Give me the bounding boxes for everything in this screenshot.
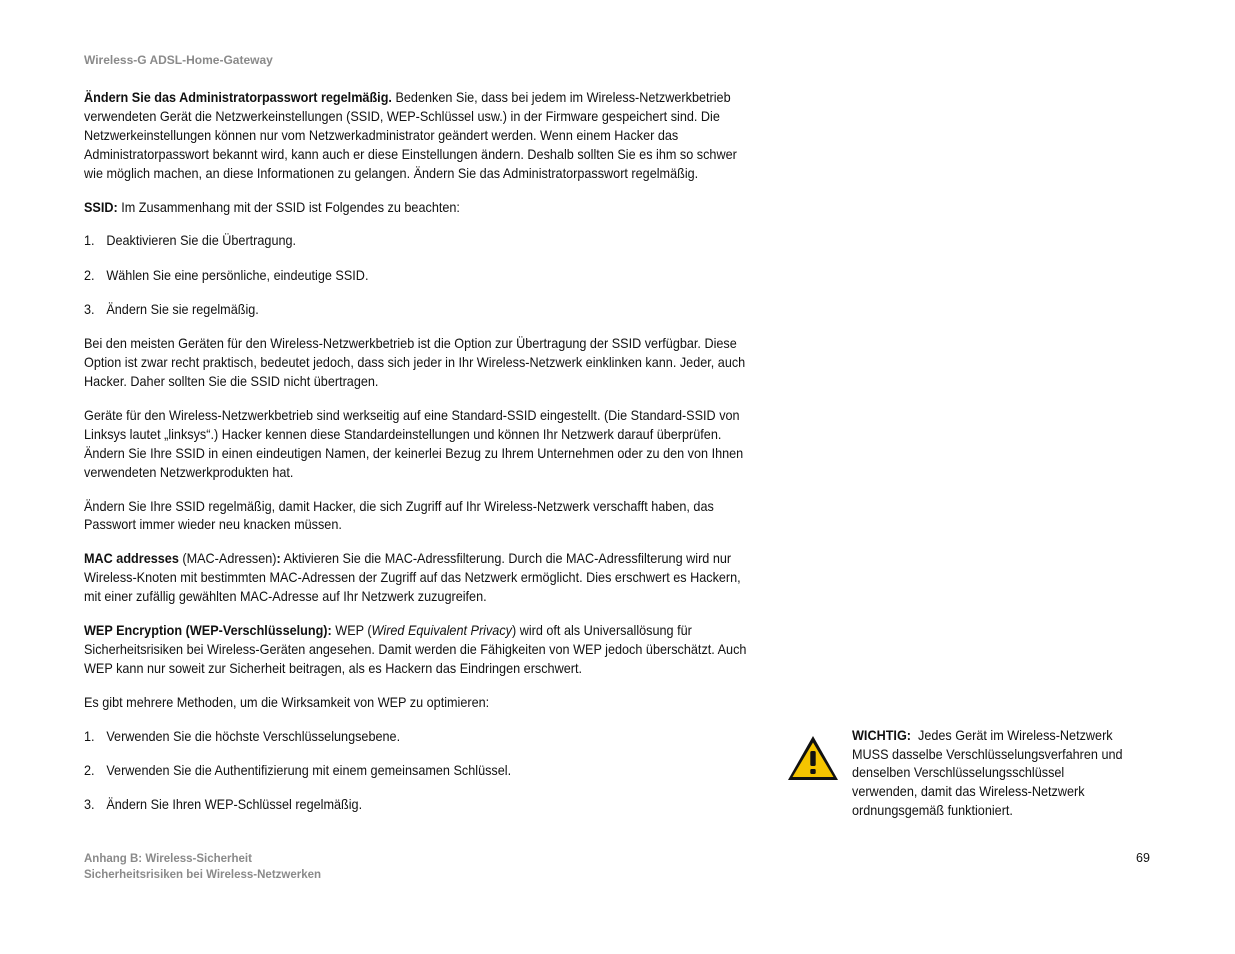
mac-heading: MAC addresses — [84, 551, 179, 567]
list-item-text: Ändern Sie Ihren WEP-Schlüssel regelmäßig. — [106, 797, 363, 813]
list-item-number: 1. — [84, 728, 95, 744]
footer — [84, 851, 321, 883]
wep-intro-paragraph: Es gibt mehrere Methoden, um die Wirksamkeit von WEP zu optimieren: — [84, 694, 490, 710]
wep-italic: Wired Equivalent Privacy — [371, 623, 512, 639]
warning-icon — [786, 734, 840, 782]
important-note-text — [852, 727, 1131, 821]
list-item-number: 2. — [84, 267, 95, 283]
list-item-text: Verwenden Sie die Authentifizierung mit einem gemeinsamen Schlüssel. — [106, 763, 512, 779]
list-item — [84, 267, 756, 286]
list-item — [84, 762, 756, 781]
mac-paren: (MAC-Adressen) — [178, 551, 277, 567]
list-item-number: 3. — [84, 797, 95, 813]
admin-password-text: Bedenken Sie, dass bei jedem im Wireless-Netzwerkbetrieb verwendeten Gerät die Netzwerkeinstellungen (SSID, WEP-Schlüssel usw.) in der Firmware gespeichert sind. Die Netzwerkeinstellungen können nur vom Netzwerkadministrator geändert werden. Wenn einem Hacker das Administratorpasswort bekannt wird, kann auch er diese Einstellungen ändern. Deshalb sollten Sie es ihm so schwer wie möglich machen, an diese Informationen zu gelangen. Ändern Sie das Administratorpasswort regelmäßig. — [84, 90, 737, 181]
ssid-default-paragraph: Geräte für den Wireless-Netzwerkbetrieb sind werkseitig auf eine Standard-SSID eingestellt. (Die Standard-SSID von Linksys lautet „linksys“.) Hacker kennen diese Standardeinstellungen und können Ihr Netzwerk darauf überprüfen. Ändern Sie Ihre SSID in einen eindeutigen Namen, der keinerlei Bezug zu Ihrem Unternehmen oder zu den von Ihnen verwendeten Netzwerkprodukten hat. — [84, 407, 744, 480]
ssid-broadcast-paragraph: Bei den meisten Geräten für den Wireless-Netzwerkbetrieb ist die Option zur Übertragung der SSID verfügbar. Diese Option ist zwar recht praktisch, bedeutet jedoch, dass sich jeder in Ihr Wireless-Netzwerk einklinken kann. Jeder, auch Hacker. Daher sollten Sie die SSID nicht übertragen. — [84, 336, 746, 389]
wep-paragraph — [84, 622, 756, 679]
admin-password-heading: Ändern Sie das Administratorpasswort regelmäßig. — [84, 90, 392, 105]
ssid-heading: SSID: — [84, 199, 118, 215]
important-body: Jedes Gerät im Wireless-Netzwerk MUSS dasselbe Verschlüsselungsverfahren und denselben Verschlüsselungsschlüssel verwenden, damit das Wireless-Netzwerk ordnungsgemäß funktioniert. — [852, 728, 1127, 818]
list-item — [84, 728, 756, 747]
list-item-text: Ändern Sie sie regelmäßig. — [106, 302, 259, 318]
footer-chapter: Anhang B: Wireless-Sicherheit — [84, 853, 252, 865]
wep-text-before: WEP ( — [331, 623, 372, 639]
wep-list — [84, 728, 756, 816]
list-item-text: Deaktivieren Sie die Übertragung. — [106, 233, 297, 249]
list-item — [84, 301, 756, 320]
list-item-text: Verwenden Sie die höchste Verschlüsselungsebene. — [106, 728, 401, 744]
footer-section: Sicherheitsrisiken bei Wireless-Netzwerken — [84, 869, 322, 881]
ssid-change-paragraph: Ändern Sie Ihre SSID regelmäßig, damit Hacker, die sich Zugriff auf Ihr Wireless-Netzwerk verschafft haben, das Passwort immer wieder neu knacken müssen. — [84, 498, 714, 533]
list-item — [84, 796, 756, 815]
wep-heading: WEP Encryption (WEP-Verschlüsselung): — [84, 623, 332, 639]
admin-password-paragraph — [84, 89, 756, 184]
running-header: Wireless-G ADSL-Home-Gateway — [84, 53, 273, 67]
list-item — [84, 232, 756, 251]
mac-text: Aktivieren Sie die MAC-Adressfilterung. Durch die MAC-Adressfilterung wird nur Wireless-Knoten mit bestimmten MAC-Adressen der Zugriff auf das Netzwerk ermöglicht. Dies erschwert es Hackern, mit einer zufällig gewählten MAC-Adresse auf Ihr Netzwerk zuzugreifen. — [84, 551, 741, 605]
mac-paragraph — [84, 550, 756, 607]
list-item-number: 1. — [84, 233, 95, 249]
ssid-list — [84, 232, 756, 320]
main-content — [84, 89, 756, 830]
wep-text-after: ) wird oft als Universallösung für Sicherheitsrisiken bei Wireless-Geräten angesehen. Damit werden die Fähigkeiten von WEP jedoch überschätzt. Auch WEP kann nur soweit zur Sicherheit beitragen, als es Hackern das Eindringen erschwert. — [84, 623, 747, 676]
ssid-intro-text: Im Zusammenhang mit der SSID ist Folgendes zu beachten: — [117, 199, 460, 215]
list-item-text: Wählen Sie eine persönliche, eindeutige SSID. — [106, 267, 369, 283]
mac-colon: : — [276, 551, 281, 567]
important-label: WICHTIG: — [852, 728, 911, 743]
list-item-number: 2. — [84, 763, 95, 779]
list-item-number: 3. — [84, 302, 95, 318]
ssid-paragraph — [84, 199, 756, 218]
page-number: 69 — [1136, 851, 1150, 865]
